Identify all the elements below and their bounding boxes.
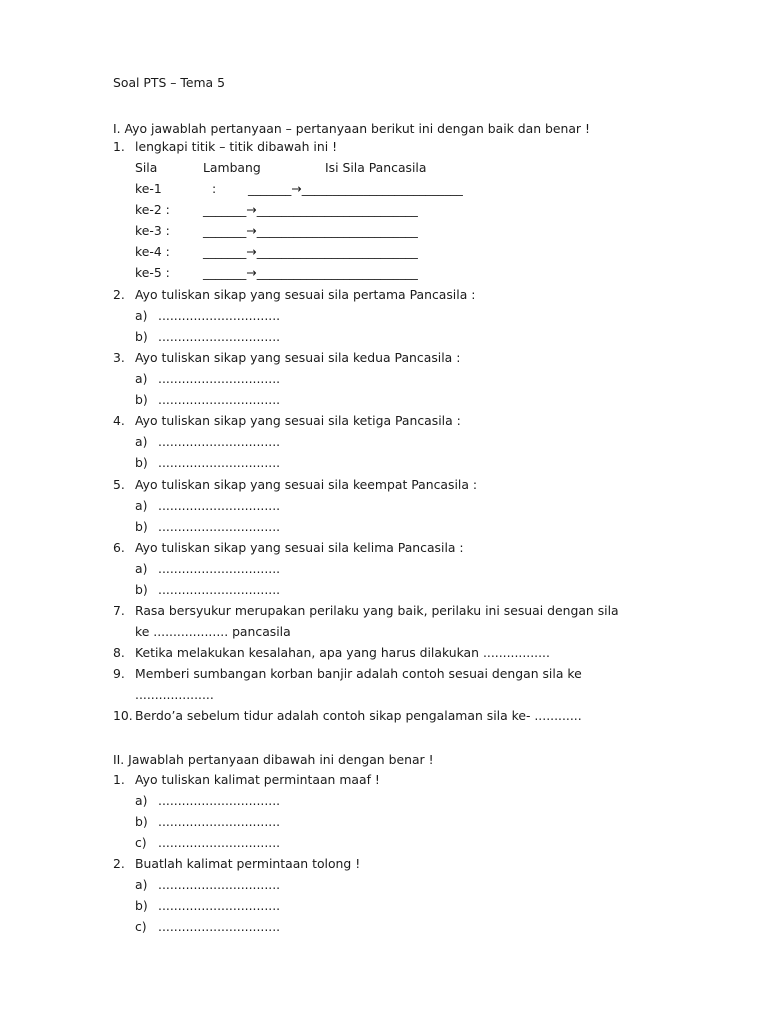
answer-dots: ............................... [158,455,281,470]
answer-blank: _______→__________________________ [248,181,463,196]
answer-option [0,790,768,811]
question-text: Berdo’a sebelum tidur adalah contoh sikap pengalaman sila ke- ............ [135,708,582,723]
option-letter: b) [135,519,148,534]
option-letter: a) [135,793,148,808]
question-text: Ayo tuliskan sikap yang sesuai sila pertama Pancasila : [135,287,476,302]
answer-option [0,874,768,895]
question-7-continuation [0,621,768,642]
question-number: 4. [113,413,125,428]
header-sila: Sila [135,160,158,175]
option-letter: a) [135,877,148,892]
option-letter: b) [135,329,148,344]
question-number: 7. [113,603,125,618]
answer-option [0,452,768,473]
option-letter: b) [135,392,148,407]
table-row [0,199,768,220]
answer-dots: ............................... [158,498,281,513]
answer-option [0,579,768,600]
option-letter: b) [135,455,148,470]
question-text: Ayo tuliskan sikap yang sesuai sila ketiga Pancasila : [135,413,461,428]
answer-dots: ............................... [158,561,281,576]
row-label: ke-5 : [135,265,170,280]
question-number: 5. [113,477,125,492]
question-10 [0,705,768,726]
answer-blank: _______→__________________________ [203,223,418,238]
section-2-question-1 [0,769,768,790]
answer-dots: ............................... [158,814,281,829]
option-letter: a) [135,434,148,449]
question-text: Ayo tuliskan sikap yang sesuai sila kedua Pancasila : [135,350,461,365]
header-lambang: Lambang [203,160,261,175]
question-text: Rasa bersyukur merupakan perilaku yang baik, perilaku ini sesuai dengan sila [135,603,619,618]
option-letter: a) [135,371,148,386]
header-isi-sila: Isi Sila Pancasila [325,160,427,175]
question-7 [0,600,768,621]
document-title: Soal PTS – Tema 5 [113,75,225,90]
question-8 [0,642,768,663]
answer-option [0,916,768,937]
answer-option [0,832,768,853]
answer-option [0,326,768,347]
row-label: ke-4 : [135,244,170,259]
question-number: 2. [113,287,125,302]
question-text: Ayo tuliskan kalimat permintaan maaf ! [135,772,380,787]
answer-option [0,389,768,410]
question-text: ke ................... pancasila [135,624,291,639]
answer-dots: ............................... [158,329,281,344]
question-text: lengkapi titik – titik dibawah ini ! [135,139,338,154]
question-number: 1. [113,139,125,154]
section-1-heading: I. Ayo jawablah pertanyaan – pertanyaan berikut ini dengan baik dan benar ! [113,121,590,136]
question-6 [0,537,768,558]
answer-option [0,495,768,516]
row-label: ke-2 : [135,202,170,217]
option-letter: b) [135,814,148,829]
section-2-heading: II. Jawablah pertanyaan dibawah ini dengan benar ! [113,752,434,767]
answer-dots: ............................... [158,898,281,913]
answer-option [0,431,768,452]
answer-option [0,305,768,326]
answer-dots: ............................... [158,582,281,597]
question-text: Ayo tuliskan sikap yang sesuai sila kelima Pancasila : [135,540,464,555]
question-3 [0,347,768,368]
question-text: Ayo tuliskan sikap yang sesuai sila keempat Pancasila : [135,477,478,492]
answer-dots: ............................... [158,793,281,808]
question-text: Memberi sumbangan korban banjir adalah contoh sesuai dengan sila ke [135,666,582,681]
answer-blank: _______→__________________________ [203,244,418,259]
question-4 [0,410,768,431]
answer-dots: ............................... [158,519,281,534]
table-row [0,220,768,241]
answer-dots: ............................... [158,835,281,850]
question-number: 9. [113,666,125,681]
table-row [0,178,768,199]
answer-dots: ............................... [158,434,281,449]
section-2-question-2 [0,853,768,874]
question-5 [0,474,768,495]
question-9 [0,663,768,684]
answer-option [0,558,768,579]
option-letter: b) [135,582,148,597]
answer-blank: _______→__________________________ [203,202,418,217]
answer-option [0,895,768,916]
option-letter: b) [135,898,148,913]
answer-option [0,811,768,832]
answer-dots: .................... [135,687,214,702]
option-letter: c) [135,835,147,850]
question-number: 3. [113,350,125,365]
question-number: 2. [113,856,125,871]
answer-option [0,368,768,389]
answer-option [0,516,768,537]
answer-blank: _______→__________________________ [203,265,418,280]
option-letter: a) [135,498,148,513]
table-header-row [0,157,768,178]
option-letter: a) [135,308,148,323]
question-text: Buatlah kalimat permintaan tolong ! [135,856,361,871]
answer-dots: ............................... [158,877,281,892]
question-number: 8. [113,645,125,660]
row-label: ke-1 [135,181,162,196]
option-letter: c) [135,919,147,934]
question-number: 10. [113,708,133,723]
answer-dots: ............................... [158,919,281,934]
question-number: 1. [113,772,125,787]
answer-dots: ............................... [158,392,281,407]
table-row [0,241,768,262]
answer-dots: ............................... [158,371,281,386]
question-9-continuation [0,684,768,705]
table-row [0,262,768,283]
row-colon: : [212,181,217,196]
question-text: Ketika melakukan kesalahan, apa yang harus dilakukan ................. [135,645,550,660]
question-number: 6. [113,540,125,555]
answer-dots: ............................... [158,308,281,323]
option-letter: a) [135,561,148,576]
row-label: ke-3 : [135,223,170,238]
question-2 [0,284,768,305]
